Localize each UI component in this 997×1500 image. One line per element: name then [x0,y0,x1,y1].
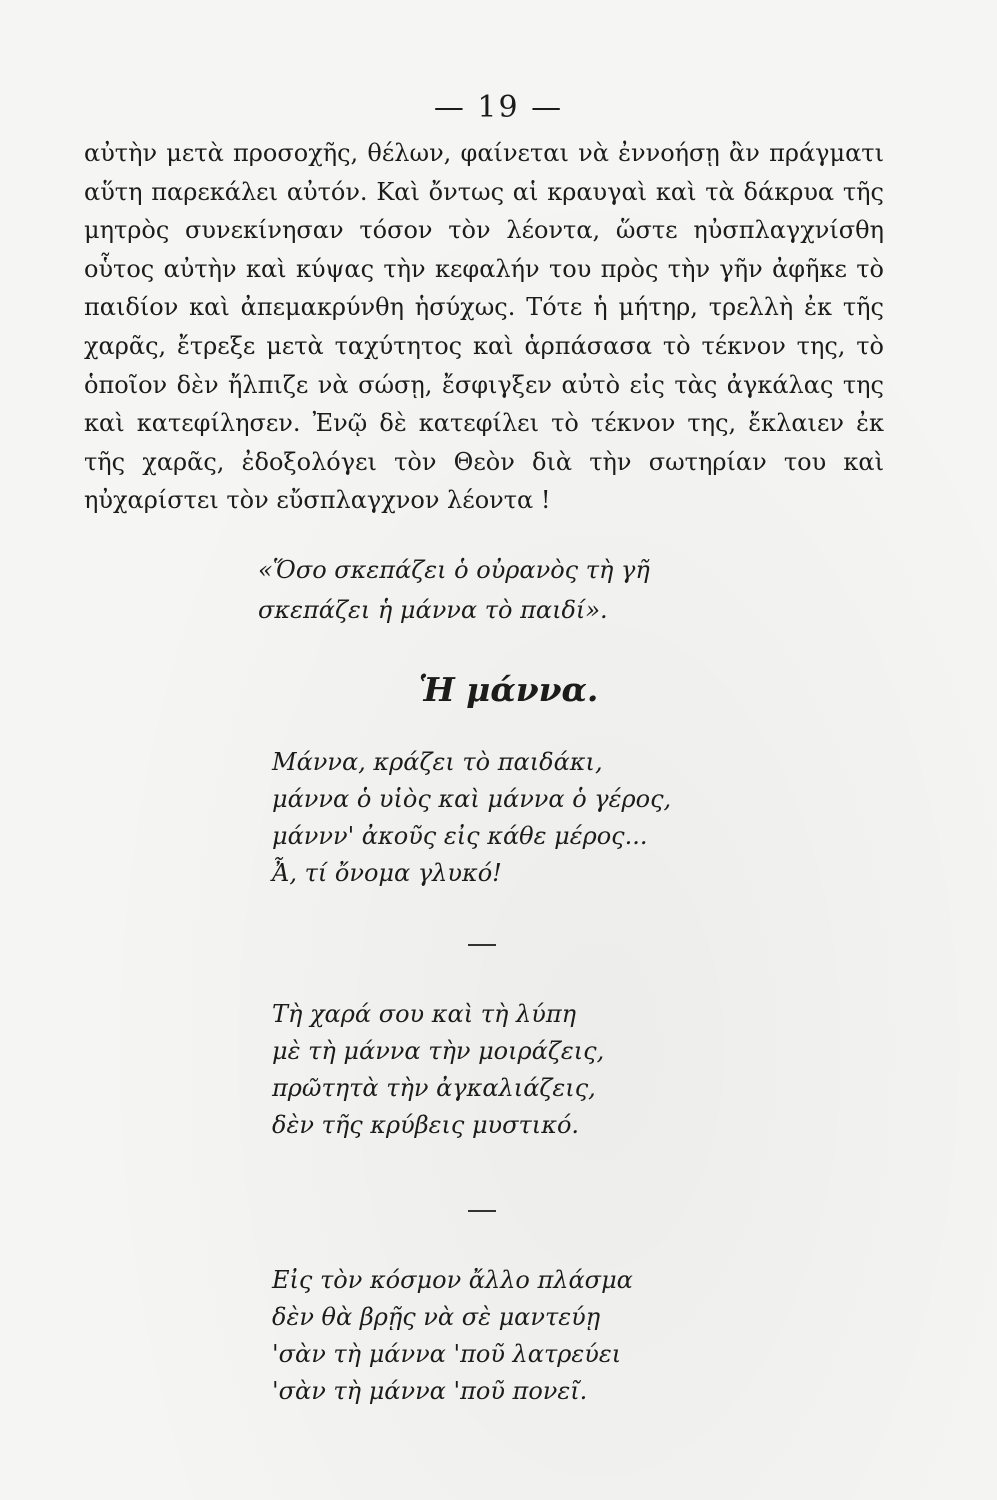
stanza-divider [468,1210,496,1212]
poem-stanza-3 [272,1262,633,1410]
poem-line: δὲν θὰ βρῇς νὰ σὲ μαντεύῃ [272,1303,601,1331]
poem-line: μάννν' ἀκοῦς εἰς κάθε μέρος... [272,822,648,850]
poem-line: Τὴ χαρά σου καὶ τὴ λύπη [272,1000,576,1028]
poem-line: Εἰς τὸν κόσμον ἄλλο πλάσμα [272,1266,633,1294]
poem-line: μὲ τὴ μάννα τὴν μοιράζεις, [272,1037,605,1065]
poem-stanza-2 [272,996,604,1144]
poem-line: 'σὰν τὴ μάννα 'ποῦ λατρεύει [272,1340,622,1368]
page-number: — 19 — [433,90,564,125]
poem-line: μάννα ὁ υἱὸς καὶ μάννα ὁ γέρος, [272,785,672,813]
quote-block [258,550,650,630]
prose-paragraph [84,134,884,520]
stanza-divider [468,944,496,946]
poem-line: Ἆ, τί ὄνομα γλυκό! [272,859,502,887]
poem-line: πρῶτητὰ τὴν ἀγκαλιάζεις, [272,1074,596,1102]
poem-line: Μάννα, κράζει τὸ παιδάκι, [272,748,603,776]
prose-text: αὐτὴν μετὰ προσοχῆς, θέλων, φαίνεται νὰ ἐννοήσῃ ἂν πράγματι αὕτη παρεκάλει αὐτόν. Καὶ ὄντως αἱ κραυγαὶ καὶ τὰ δάκρυα τῆς μητρὸς συνεκίνησαν τόσον τὸν λέοντα, ὥστε ηὐσπλαγχνίσθη οὗτος αὐτὴν καὶ κύψας τὴν κεφαλήν του πρὸς τὴν γῆν ἀφῆκε τὸ παιδίον καὶ ἀπεμακρύνθη ἡσύχως. Τότε ἡ μήτηρ, τρελλὴ ἐκ τῆς χαρᾶς, ἔτρεξε μετὰ ταχύτητος καὶ ἁρπάσασα τὸ τέκνον της, τὸ ὁποῖον δὲν ἤλπιζε νὰ σώσῃ, ἔσφιγξεν αὐτὸ εἰς τὰς ἀγκάλας της καὶ κατεφίλησεν. Ἐνῷ δὲ κατεφίλει τὸ τέκνον της, ἔκλαιεν ἐκ τῆς χαρᾶς, ἐδοξολόγει τὸν Θεὸν διὰ τὴν σωτηρίαν του καὶ ηὐχαρίστει τὸν εὔσπλαγχνον λέοντα ! [84,139,884,515]
quote-line-1: «Ὅσο σκεπάζει ὁ οὐρανὸς τὴ γῆ [258,556,650,584]
poem-line: δὲν τῆς κρύβεις μυστικό. [272,1111,580,1139]
poem-stanza-1 [272,744,671,892]
quote-line-2: σκεπάζει ἡ μάννα τὸ παιδί». [258,596,608,624]
poem-line: 'σὰν τὴ μάννα 'ποῦ πονεῖ. [272,1377,588,1405]
poem-title: Ἡ μάννα. [418,670,599,709]
